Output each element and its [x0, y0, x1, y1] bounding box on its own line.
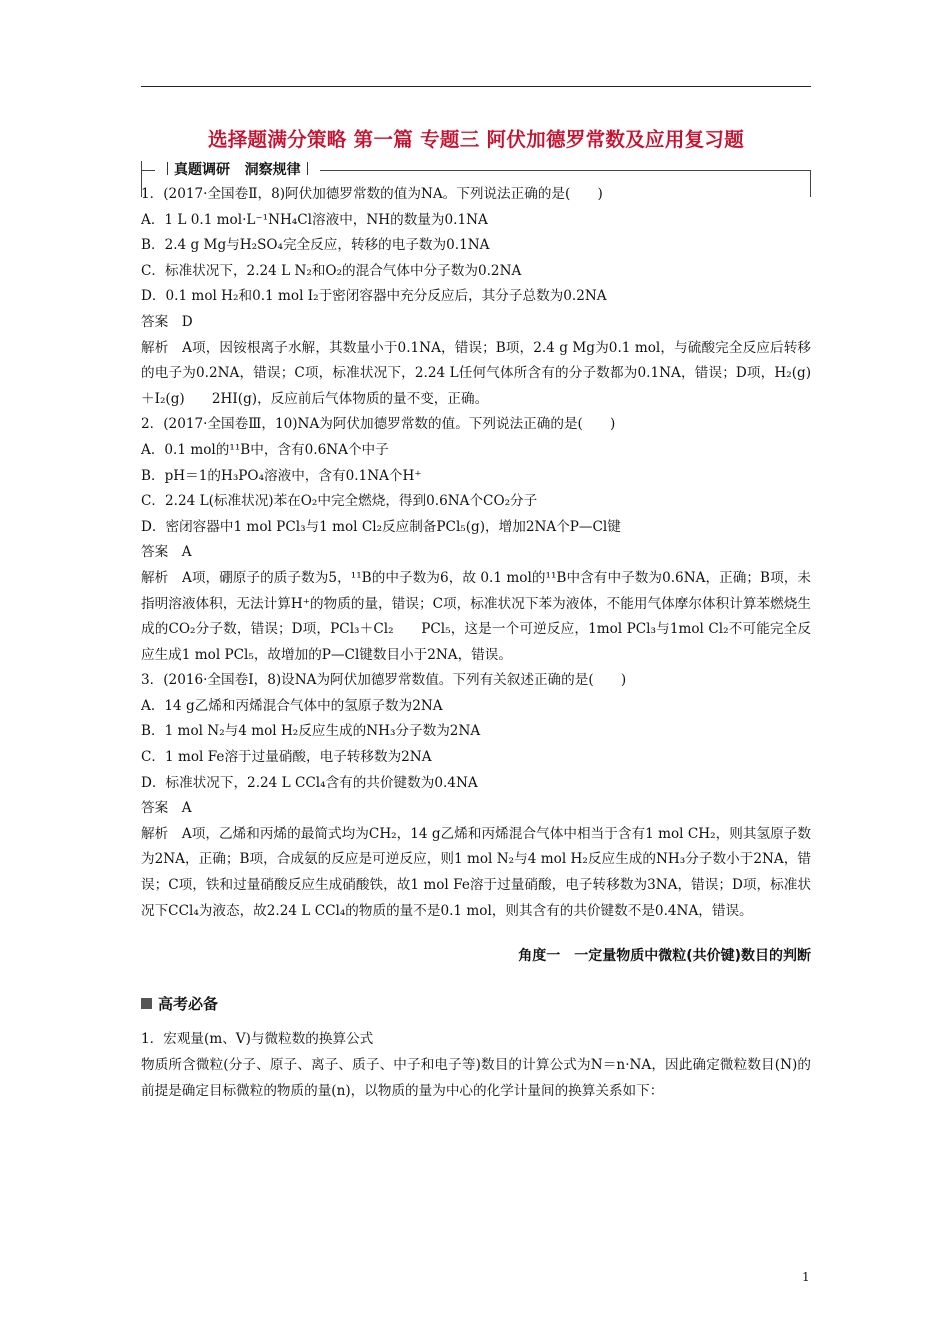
q1-option-a: A．1 L 0.1 mol·L⁻¹NH₄Cl溶液中，NH的数量为0.1NA: [141, 211, 488, 228]
q3-answer: 答案 A: [141, 800, 192, 817]
formula-paragraph: 物质所含微粒(分子、原子、离子、质子、中子和电子等)数目的计算公式为N＝n·NA，因此确定微粒数目(N)的前提是确定目标微粒的物质的量(n)，以物质的量为中心的化学计量间的换算关系如下：: [141, 1057, 811, 1099]
document-title: 选择题满分策略 第一篇 专题三 阿伏加德罗常数及应用复习题: [207, 128, 745, 151]
q2-option-b: B．pH＝1的H₃PO₄溶液中，含有0.1NA个H⁺: [141, 467, 422, 484]
q3-explanation: 解析 A项，乙烯和丙烯的最简式均为CH₂，14 g乙烯和丙烯混合气体中相当于含有1 mol CH₂，则其氢原子数为2NA，正确；B项，合成氨的反应是可逆反应，则1 mol N₂与4 mol H₂反应生成的NH₃分子数小于2NA，错误；C项，铁和过量硝酸反应生成硝酸铁，故1 mol Fe溶于过量硝酸，电子转移数为3NA，错误；D项，标准状况下CCl₄为液态，故2.24 L CCl₄的物质的量不是0.1 mol，则其含有的共价键数不是0.4NA，错误。: [141, 825, 811, 919]
q2-answer: 答案 A: [141, 544, 192, 561]
heading-gaokao: [141, 992, 811, 1018]
section-title: 角度一 一定量物质中微粒(共价键)数目的判断: [518, 948, 811, 965]
q1-explanation: 解析 A项，因铵根离子水解，其数量小于0.1NA，错误；B项，2.4 g Mg为0.1 mol，与硫酸完全反应后转移的电子为0.2NA，错误；C项，标准状况下，2.24 L任何气体所含有的分子数都为0.1NA，错误；D项，H₂(g)＋I₂(g) 2HI(g)，反应前后气体物质的量不变，正确。: [141, 339, 811, 407]
page-number: 1: [802, 1270, 810, 1284]
q3-stem: 3．(2016·全国卷Ⅰ，8)设NA为阿伏加德罗常数值。下列有关叙述正确的是( ): [141, 672, 627, 689]
q2-option-c: C．2.24 L(标准状况)苯在O₂中完全燃烧，得到0.6NA个CO₂分子: [141, 493, 538, 510]
q3-option-b: B．1 mol N₂与4 mol H₂反应生成的NH₃分子数为2NA: [141, 723, 481, 740]
banner-label-left: 真题调研: [174, 162, 230, 178]
q1-option-c: C．标准状况下，2.24 L N₂和O₂的混合气体中分子数为0.2NA: [141, 262, 522, 279]
document-body: [141, 172, 811, 1104]
q2-stem: 2．(2017·全国卷Ⅲ，10)NA为阿伏加德罗常数的值。下列说法正确的是( ): [141, 416, 616, 433]
q3-option-c: C．1 mol Fe溶于过量硝酸，电子转移数为2NA: [141, 749, 432, 766]
q3-option-d: D．标准状况下，2.24 L CCl₄含有的共价键数为0.4NA: [141, 774, 478, 791]
q2-explanation: 解析 A项，硼原子的质子数为5，¹¹B的中子数为6，故 0.1 mol的¹¹B中含有中子数为0.6NA，正确；B项，未指明溶液体积，无法计算H⁺的物质的量，错误；C项，标准状况下苯为液体，不能用气体摩尔体积计算苯燃烧生成的CO₂分子数，错误；D项，PCl₃＋Cl₂ PCl₅，这是一个可逆反应，1mol PCl₃与1mol Cl₂不可能完全反应生成1 mol PCl₅，故增加的P—Cl键数目小于2NA，错误。: [141, 569, 811, 663]
item-1: 1．宏观量(m、V)与微粒数的换算公式: [141, 1031, 374, 1048]
q1-option-d: D．0.1 mol H₂和0.1 mol I₂于密闭容器中充分反应后，其分子总数为0.2NA: [141, 288, 607, 305]
q2-option-a: A．0.1 mol的¹¹B中，含有0.6NA个中子: [141, 441, 389, 458]
top-rule: [141, 86, 811, 87]
q1-option-b: B．2.4 g Mg与H₂SO₄完全反应，转移的电子数为0.1NA: [141, 237, 490, 254]
q3-option-a: A．14 g乙烯和丙烯混合气体中的氢原子数为2NA: [141, 697, 443, 714]
q1-stem: 1．(2017·全国卷Ⅱ，8)阿伏加德罗常数的值为NA。下列说法正确的是( ): [141, 186, 603, 202]
heading-text: 高考必备: [158, 994, 219, 1013]
q2-option-d: D．密闭容器中1 mol PCl₃与1 mol Cl₂反应制备PCl₅(g)，增加2NA个P—Cl键: [141, 518, 621, 535]
banner-label-right: 洞察规律: [244, 162, 301, 178]
square-bullet-icon: [141, 998, 152, 1009]
q1-answer: 答案 D: [141, 313, 193, 330]
